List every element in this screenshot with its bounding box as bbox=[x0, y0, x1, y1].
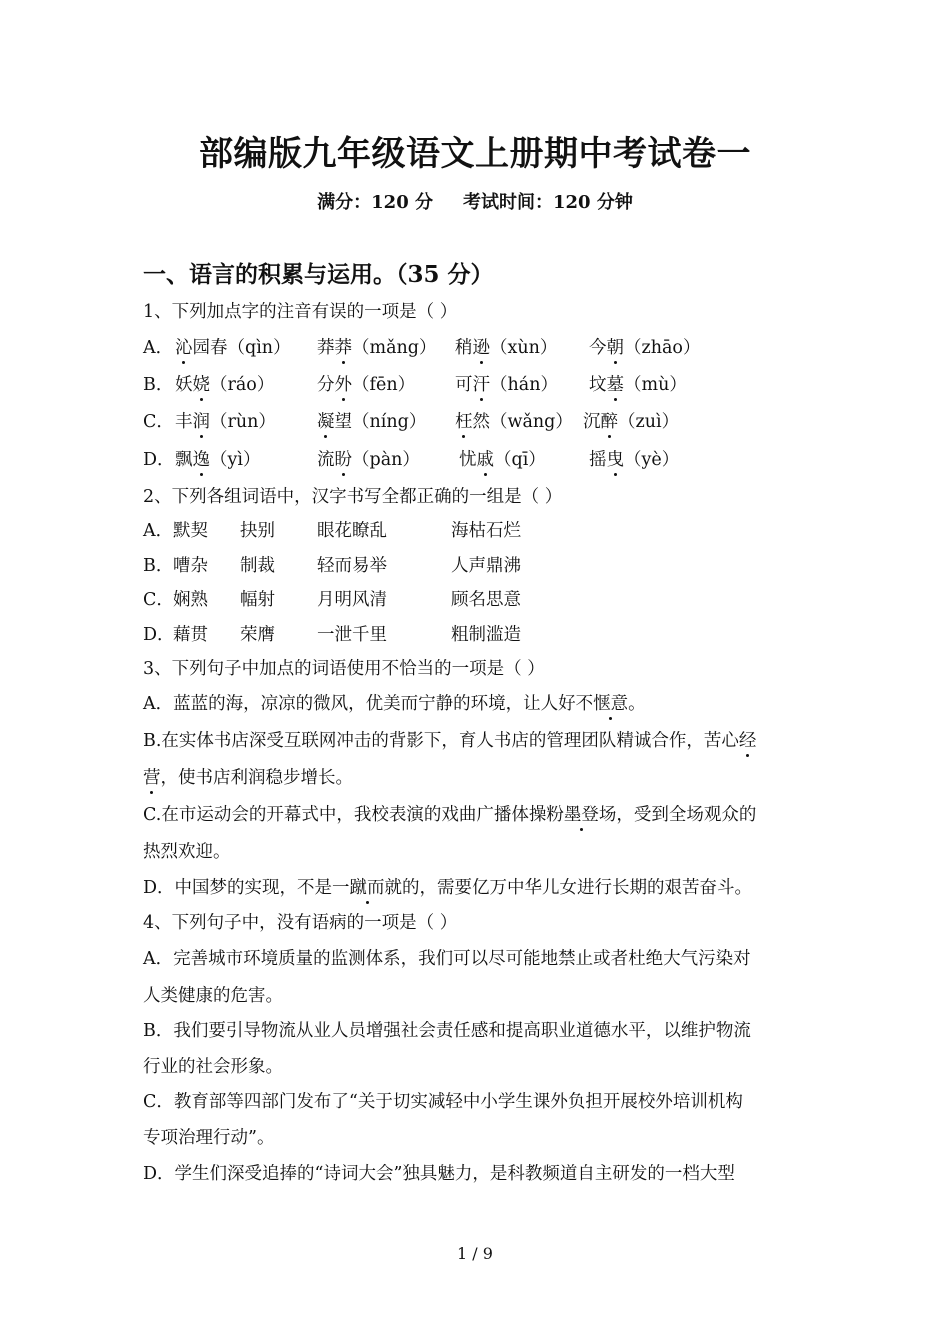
q4-option-a-line2: 人类健康的危害。 bbox=[143, 986, 283, 1006]
q3-option-a: A．蓝蓝的海，凉凉的微风，优美而宁静的环境，让人好不惬意。 bbox=[143, 690, 646, 715]
page-title: 部编版九年级语文上册期中考试卷一 bbox=[199, 134, 751, 174]
question-3-stem: 3、下列句子中加点的词语使用不恰当的一项是（ ） bbox=[143, 659, 545, 679]
question-2-stem: 2、下列各组词语中，汉字书写全都正确的一组是（ ） bbox=[143, 487, 563, 507]
exam-page: 部编版九年级语文上册期中考试卷一 满分：120 分 考试时间：120 分钟 一、语言的积累与运用。（35 分） 1、下列加点字的注音有误的一项是（ ） A． 沁园春（qìn） 莽莽（mǎng） 稍逊（xùn） 今朝（zhāo） B． 妖娆（ráo） 分外（fēn） 可汗（hán） 坟墓（mù） C． 丰润（rùn） 凝望（níng） 枉然（wǎng） 沉醉（zuì） D． 飘逸（yì） 流盼（pàn） 忧戚（qī） 摇曳（yè） 2、下列各组词语中，汉字书写全都正确的一组是（ ） A． 默契 抉别 眼花瞭乱 海枯石烂 B． 嘈杂 制裁 轻而易举 人声鼎沸 C． 娴熟 幅射 月明风清 顾名思意 D． 藉贯 荣膺 一泄千里 粗制滥造 3、下列句子中加点的词语使用不恰当的一项是（ ） A．蓝蓝的海，凉凉的微风，优美而宁静的环境，让人好不惬意。 B.在实体书店深受互联网冲击的背影下，育人书店的管理团队精诚合作，苦心经 营，使书店利润稳步增长。 C.在市运动会的开幕式中，我校表演的戏曲广播体操粉墨登场，受到全场观众的 热烈欢迎。 D．中国梦的实现，不是一蹴而就的，需要亿万中华儿女进行长期的艰苦奋斗。 4、下列句子中，没有语病的一项是（ ） A．完善城市环境质量的监测体系，我们可以尽可能地禁止或者杜绝大气污染对 人类健康的危害。 B．我们要引导物流从业人员增强社会责任感和提高职业道德水平，以维护物流 行业的社会形象。 C．教育部等四部门发布了“关于切实减轻中小学生课外负担开展校外培训机构 专项治理行动”。 D．学生们深受追捧的“诗词大会”独具魅力，是科教频道自主研发的一档大型 1 / 9 bbox=[0, 0, 950, 1344]
q3-option-d: D．中国梦的实现，不是一蹴而就的，需要亿万中华儿女进行长期的艰苦奋斗。 bbox=[143, 874, 752, 899]
page-number: 1 / 9 bbox=[457, 1244, 493, 1263]
full-score: 满分：120 分 bbox=[317, 192, 433, 213]
question-4-stem: 4、下列句子中，没有语病的一项是（ ） bbox=[143, 913, 458, 933]
q3-option-c-line1: C.在市运动会的开幕式中，我校表演的戏曲广播体操粉墨登场，受到全场观众的 bbox=[143, 801, 756, 826]
q4-option-d-line1: D．学生们深受追捧的“诗词大会”独具魅力，是科教频道自主研发的一档大型 bbox=[143, 1164, 735, 1184]
q3-option-c-line2: 热烈欢迎。 bbox=[143, 842, 231, 862]
question-1-stem: 1、下列加点字的注音有误的一项是（ ） bbox=[143, 302, 458, 322]
q4-option-c-line2: 专项治理行动”。 bbox=[143, 1128, 275, 1148]
exam-time: 考试时间：120 分钟 bbox=[463, 192, 633, 213]
q4-option-b-line1: B．我们要引导物流从业人员增强社会责任感和提高职业道德水平，以维护物流 bbox=[143, 1021, 751, 1041]
q3-option-b-line1: B.在实体书店深受互联网冲击的背影下，育人书店的管理团队精诚合作，苦心经 bbox=[143, 727, 756, 752]
q3-option-b-line2: 营，使书店利润稳步增长。 bbox=[143, 764, 353, 789]
q4-option-c-line1: C．教育部等四部门发布了“关于切实减轻中小学生课外负担开展校外培训机构 bbox=[143, 1092, 743, 1112]
exam-info bbox=[0, 188, 950, 214]
q4-option-b-line2: 行业的社会形象。 bbox=[143, 1057, 283, 1077]
q4-option-a-line1: A．完善城市环境质量的监测体系，我们可以尽可能地禁止或者杜绝大气污染对 bbox=[143, 949, 751, 969]
section-heading: 一、语言的积累与运用。（35 分） bbox=[143, 261, 494, 288]
